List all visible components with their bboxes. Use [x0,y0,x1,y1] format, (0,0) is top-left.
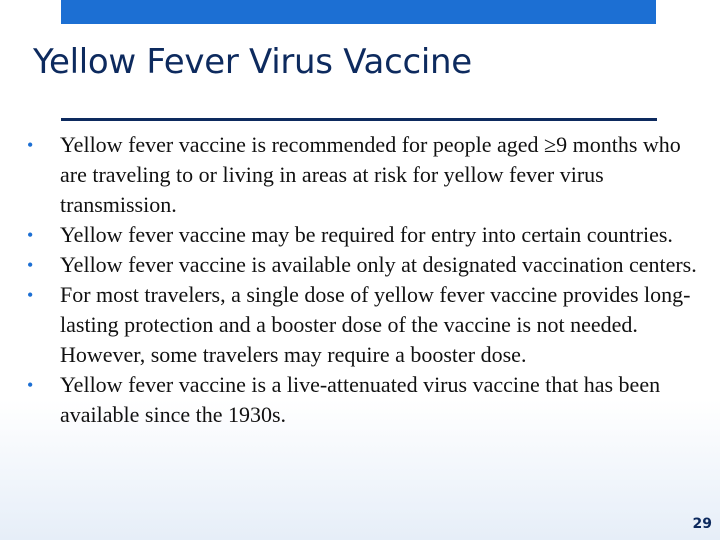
bullet-item [27,370,697,430]
bullet-icon: • [27,225,34,245]
bullet-text: For most travelers, a single dose of yellow fever vaccine provides long-lasting protection and a booster dose of the vaccine is not needed. However, some travelers may require a booster dose. [60,282,691,367]
header-accent-bar [61,0,656,24]
page-number: 29 [692,516,712,532]
bullet-item [27,250,697,280]
bullet-list [27,130,697,430]
bullet-item [27,280,697,370]
bullet-icon: • [27,135,34,155]
title-underline [61,118,657,121]
bullet-text: Yellow fever vaccine is recommended for people aged ≥9 months who are traveling to or living in areas at risk for yellow fever virus transmission. [60,132,681,217]
bullet-item [27,130,697,220]
bullet-text: Yellow fever vaccine is a live-attenuated virus vaccine that has been available since the 1930s. [60,372,661,427]
bullet-text: Yellow fever vaccine is available only at designated vaccination centers. [60,252,697,277]
bullet-icon: • [27,375,34,395]
slide-title: Yellow Fever Virus Vaccine [33,42,472,82]
bullet-icon: • [27,285,34,305]
bullet-item [27,220,697,250]
bullet-text: Yellow fever vaccine may be required for entry into certain countries. [60,222,673,247]
bullet-icon: • [27,255,34,275]
